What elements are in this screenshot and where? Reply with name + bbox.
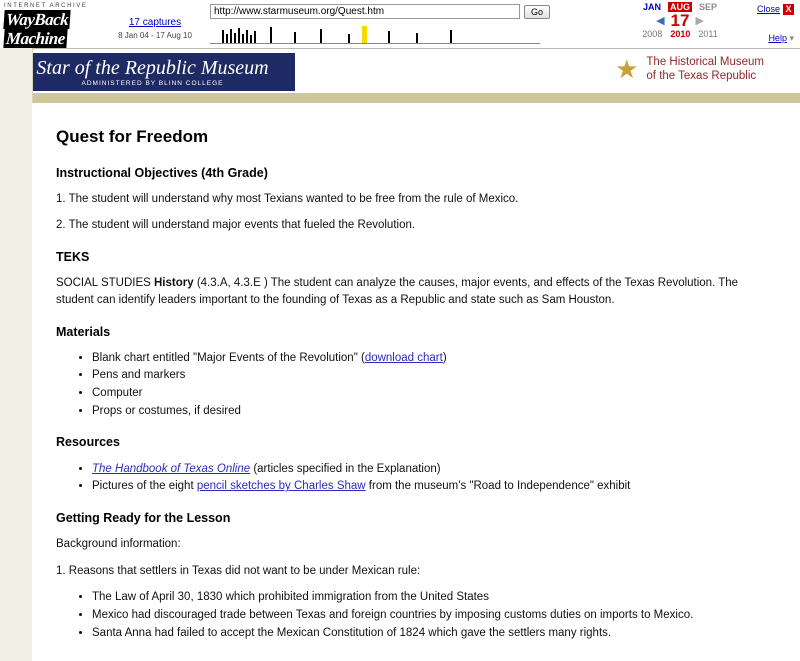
material-text-post: ) — [442, 351, 447, 364]
timeline-tick[interactable] — [348, 34, 350, 43]
prev-capture-arrow-icon[interactable]: ◀ — [656, 15, 665, 27]
reasons-list — [56, 589, 770, 641]
timeline-tick[interactable] — [416, 33, 418, 43]
next-capture-arrow-icon[interactable]: ▶ — [695, 15, 704, 27]
list-item — [92, 350, 770, 367]
wayback-logo[interactable] — [0, 0, 100, 48]
close-icon[interactable]: X — [783, 4, 794, 15]
museum-title: Star of the Republic Museum — [36, 57, 269, 79]
historical-line-2: of the Texas Republic — [646, 70, 757, 82]
teks-heading: TEKS — [56, 250, 90, 265]
list-item: • The Law of April 30, 1830 which prohibited immigration from the United States — [92, 589, 770, 606]
timeline-tick[interactable] — [246, 30, 248, 43]
list-item: • Mexico had discouraged trade between Texas and foreign countries by imposing customs duties on imports to Mexico. — [92, 607, 770, 624]
site-header — [0, 49, 800, 93]
resources-heading: Resources — [56, 435, 120, 450]
material-text: Blank chart entitled "Major Events of the Revolution" ( — [92, 351, 365, 364]
date-selector[interactable] — [620, 0, 740, 39]
teks-prefix: SOCIAL STUDIES — [56, 277, 151, 290]
wayback-wordmark-line1: WayBack — [5, 10, 69, 29]
year-prev[interactable]: 2008 — [642, 29, 663, 39]
captures-count-link[interactable]: 17 captures — [128, 17, 182, 28]
year-selected[interactable]: 2010 — [670, 29, 691, 39]
gold-divider — [32, 93, 800, 103]
list-item — [92, 461, 770, 478]
timeline-tick[interactable] — [226, 34, 228, 43]
page-title: Quest for Freedom — [56, 127, 209, 146]
pencil-sketches-link[interactable]: pencil sketches by Charles Shaw — [196, 480, 366, 493]
objectives-heading: Instructional Objectives (4th Grade) — [56, 165, 268, 180]
museum-banner[interactable] — [10, 53, 295, 91]
month-next[interactable]: SEP — [699, 2, 718, 12]
timeline-tick[interactable] — [320, 29, 322, 43]
teks-body: (4.3.A, 4.3.E ) The student can analyze the causes, major events, and effects of the Texas Revolution. The student can identify leaders important to the founding of Texas as a Republic and state such as Sam Houston. — [56, 277, 739, 306]
help-chevron-icon: ▾ — [789, 33, 794, 44]
list-item: • Santa Anna had failed to accept the Mexican Constitution of 1824 which gave the settlers many rights. — [92, 625, 770, 642]
teks-paragraph — [56, 275, 770, 308]
wayback-center — [210, 0, 620, 46]
objective-2: 2. The student will understand major events that fueled the Revolution. — [56, 219, 416, 232]
historical-line-1: The Historical Museum — [646, 56, 764, 68]
toolbar-actions — [740, 0, 800, 44]
timeline-tick[interactable] — [388, 31, 390, 43]
internet-archive-label: INTERNET ARCHIVE — [4, 3, 88, 9]
getting-ready-heading: Getting Ready for the Lesson — [56, 510, 231, 525]
materials-heading: Materials — [56, 324, 111, 339]
list-item: • Computer — [92, 385, 770, 402]
timeline-tick-selected[interactable] — [362, 26, 367, 43]
captures-range: 8 Jan 04 - 17 Aug 10 — [118, 31, 192, 40]
timeline-tick[interactable] — [222, 30, 224, 43]
capture-timeline[interactable] — [210, 22, 540, 46]
year-row — [620, 29, 740, 39]
resources-list — [56, 461, 770, 495]
timeline-tick[interactable] — [254, 31, 256, 43]
month-prev[interactable]: JAN — [642, 2, 661, 12]
historical-museum-text — [646, 55, 764, 83]
timeline-axis — [210, 43, 540, 44]
timeline-tick[interactable] — [294, 32, 296, 43]
resource-text-post: from the museum's "Road to Independence" exhibit — [365, 480, 631, 493]
go-button[interactable]: Go — [524, 5, 550, 19]
help-wrap — [740, 33, 794, 44]
list-item — [92, 478, 770, 495]
timeline-tick[interactable] — [238, 28, 240, 43]
year-next[interactable]: 2011 — [698, 29, 718, 39]
objective-1: 1. The student will understand why most Texians wanted to be free from the rule of Mexico. — [56, 192, 519, 205]
captures-info — [100, 0, 210, 40]
resource-text-pre: Pictures of the eight — [92, 480, 197, 493]
historical-museum-logo — [615, 55, 764, 83]
day-row — [620, 12, 740, 29]
wayback-toolbar — [0, 0, 800, 49]
timeline-tick[interactable] — [450, 30, 452, 43]
timeline-tick[interactable] — [270, 27, 272, 43]
left-rail — [0, 48, 33, 661]
help-link[interactable]: Help — [768, 33, 787, 44]
month-selected[interactable]: AUG — [670, 2, 690, 12]
url-input[interactable] — [210, 4, 520, 19]
url-row — [210, 4, 620, 19]
teks-subject: History — [154, 277, 194, 290]
timeline-tick[interactable] — [234, 33, 236, 43]
page-content — [32, 103, 800, 661]
timeline-tick[interactable] — [250, 35, 252, 43]
timeline-tick[interactable] — [230, 29, 232, 43]
list-item: • Props or costumes, if desired — [92, 403, 770, 420]
list-item: • Pens and markers — [92, 367, 770, 384]
materials-list — [56, 350, 770, 420]
resource-text-post: (articles specified in the Explanation) — [250, 462, 441, 475]
star-icon: ★ — [615, 54, 639, 84]
background-label: Background information: — [56, 537, 181, 550]
timeline-tick[interactable] — [242, 34, 244, 43]
museum-subtitle: ADMINISTERED BY BLINN COLLEGE — [81, 80, 224, 87]
close-link[interactable]: Close — [756, 4, 780, 14]
wayback-wordmark-line2: Machine — [5, 29, 66, 48]
handbook-of-texas-link[interactable]: The Handbook of Texas Online — [92, 462, 251, 475]
download-chart-link[interactable]: download chart — [364, 351, 443, 364]
capture-day: 17 — [670, 11, 690, 30]
reasons-intro: 1. Reasons that settlers in Texas did not want to be under Mexican rule: — [56, 564, 421, 577]
